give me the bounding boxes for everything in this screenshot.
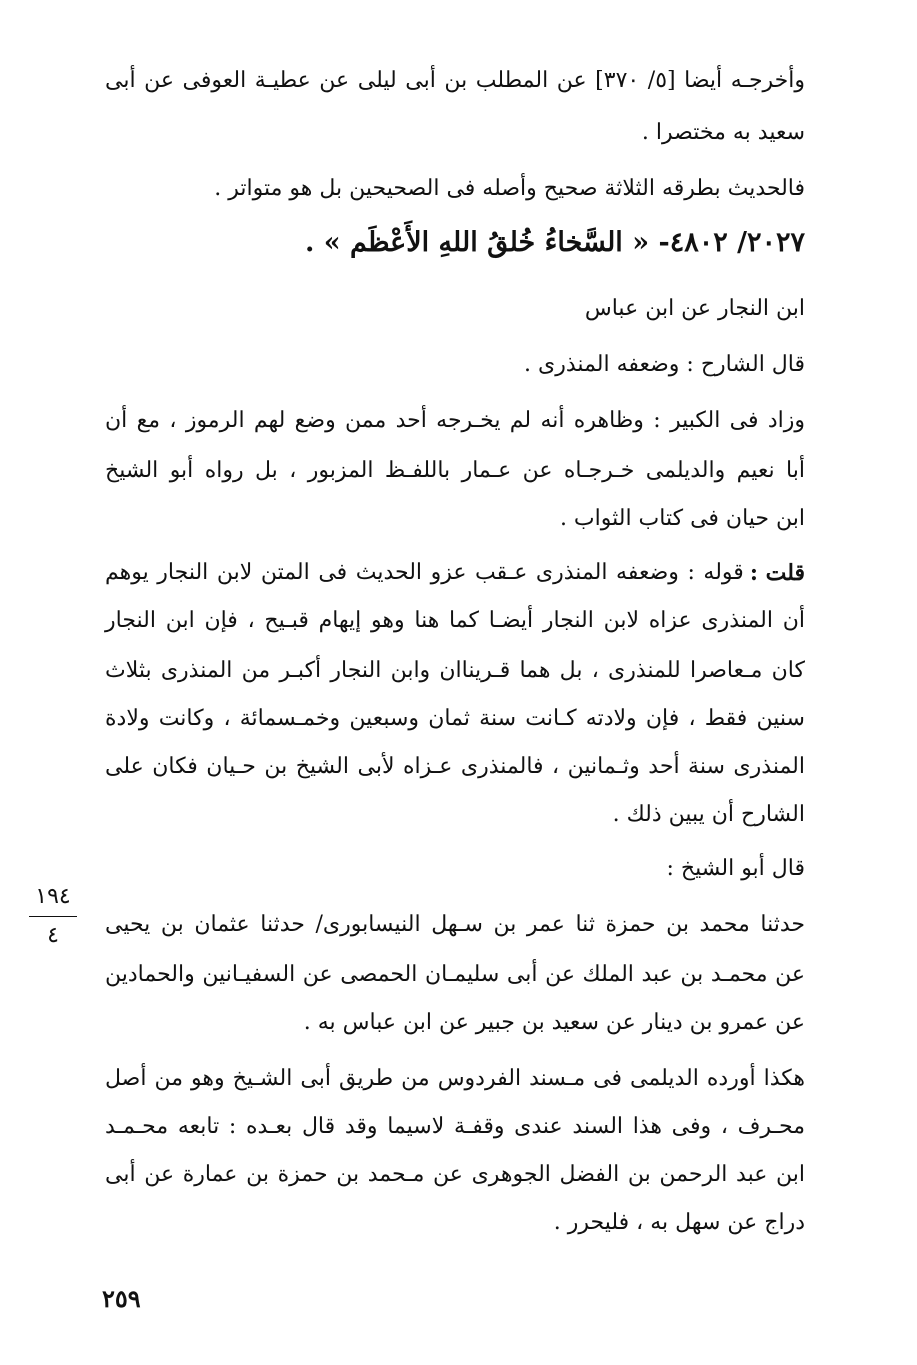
text-line: حدثنا محمد بن حمزة ثنا عمر بن سـهل النيسابورى/ حدثنا عثمان بن يحيى (105, 912, 805, 937)
text-line: ابن حيان فى كتاب الثواب . (559, 506, 805, 531)
page-number: ٢٥٩ (102, 1284, 141, 1313)
text-line: المنذرى سنة أحد وثـمانين ، فالمنذرى عـزاه لأبى الشيخ بن حـيان فكان على (105, 754, 805, 779)
qult-text: قوله : وضعفه المنذرى عـقب عزو الحديث فى المتن لابن النجار يوهم (105, 560, 744, 585)
text-line: أبا نعيم والديلمى خـرجـاه عن عـمار باللفـظ المزبور ، بل رواه أبو الشيخ (105, 458, 805, 483)
text-line: عن محمـد بن عبد الملك عن أبى سليمـان الحمصى عن السفيـانين والحمادين (105, 962, 805, 987)
qult-label: قلت : (749, 560, 805, 586)
text-line: عن عمرو بن دينار عن سعيد بن جبير عن ابن عباس به . (303, 1010, 805, 1035)
margin-reference (28, 882, 78, 951)
text-line: فالحديث بطرقه الثلاثة صحيح وأصله فى الصحيحين بل هو متواتر . (214, 176, 805, 201)
text-line: هكذا أورده الديلمى فى مـسند الفردوس من طريق أبى الشـيخ وهو من أصل (105, 1066, 805, 1091)
text-line: محـرف ، وفى هذا السند عندى وقفـة لاسيما وقد قال بعـده : تابعه محـمـد (105, 1114, 805, 1139)
text-line: قال الشارح : وضعفه المنذرى . (524, 352, 805, 377)
text-line: ابن عبد الرحمن بن الفضل الجوهرى عن مـحمد بن حمزة بن عمارة عن أبى (105, 1162, 806, 1187)
margin-reference-bottom: ٤ (47, 923, 59, 948)
hadith-heading: ٢٠٢٧/ ٤٨٠٢- « السَّخاءُ خُلقُ اللهِ الأَعْظَم » . (304, 227, 805, 258)
text-line: دراج عن سهل به ، فليحرر . (553, 1210, 805, 1235)
text-line (105, 556, 805, 590)
text-line: أن المنذرى عزاه لابن النجار أيضـا كما هنا وهو إيهام قبـيح ، فإن ابن النجار (105, 608, 805, 633)
text-line: وزاد فى الكبير : وظاهره أنه لم يخـرجه أحد ممن وضع لهم الرموز ، مع أن (105, 408, 805, 433)
text-line: كان مـعاصرا للمنذرى ، بل هما قـريناان وابن النجار أكبـر من المنذرى بثلاث (105, 658, 805, 683)
text-line: سعيد به مختصرا . (641, 120, 805, 145)
margin-reference-top: ١٩٤ (35, 884, 71, 909)
text-line: قال أبو الشيخ : (666, 856, 805, 881)
margin-divider (29, 916, 77, 917)
text-line: سنين فقط ، فإن ولادته كـانت سنة ثمان وسبعين وخمـسمائة ، وكانت ولادة (105, 706, 805, 731)
text-line: وأخرجـه أيضا [٥/ ٣٧٠] عن المطلب بن أبى ليلى عن عطيـة العوفى عن أبى (105, 68, 806, 93)
text-line: الشارح أن يبين ذلك . (612, 802, 805, 827)
text-line: ابن النجار عن ابن عباس (584, 296, 805, 321)
